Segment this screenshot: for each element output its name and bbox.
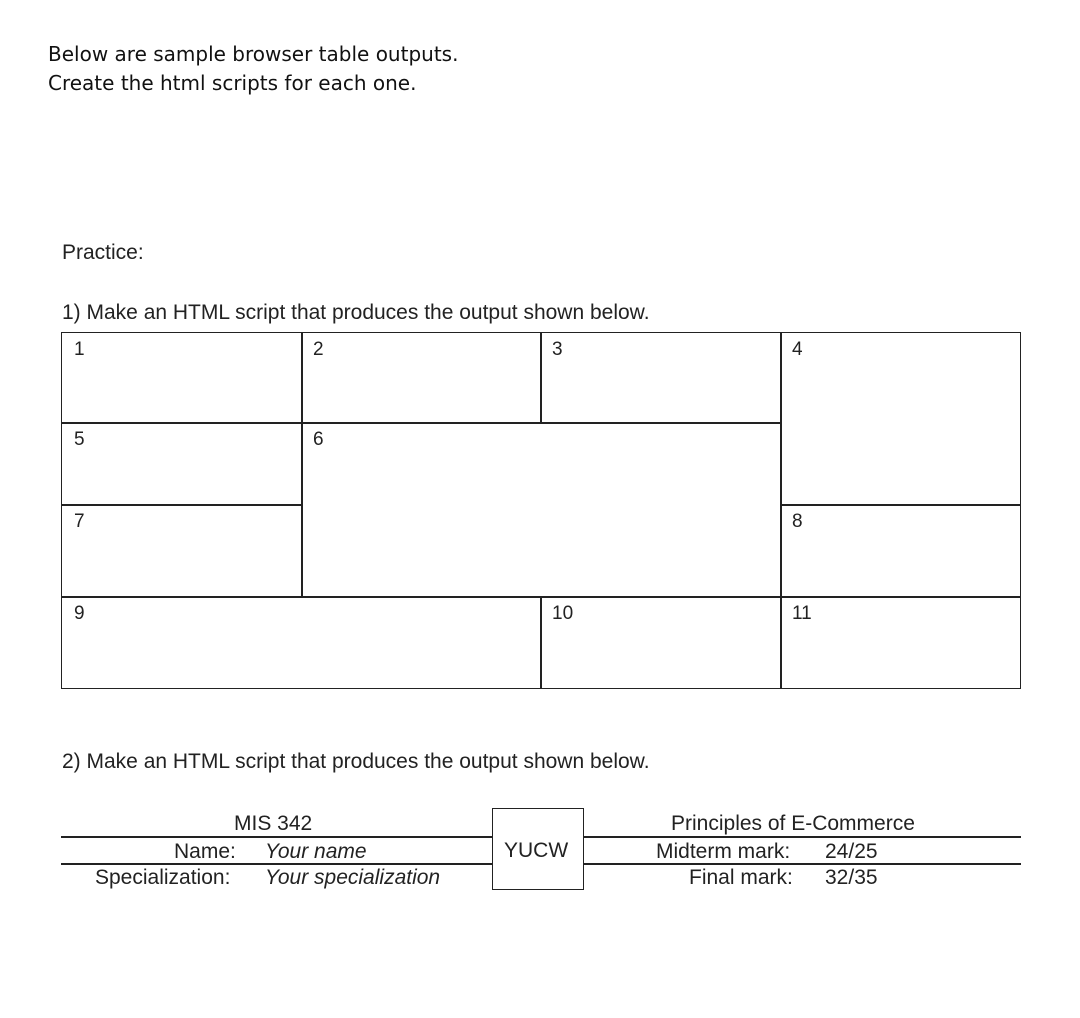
table-1-cell: 2 bbox=[313, 339, 324, 360]
name-value: Your name bbox=[265, 840, 367, 863]
table-1-cell: 1 bbox=[74, 339, 85, 360]
table-1-cell: 9 bbox=[74, 603, 85, 624]
table-1-cell: 4 bbox=[792, 339, 803, 360]
table-1-cell: 8 bbox=[792, 511, 803, 532]
question-2: 2) Make an HTML script that produces the output shown below. bbox=[62, 750, 650, 773]
practice-label: Practice: bbox=[62, 241, 144, 264]
table-1-line bbox=[62, 504, 302, 506]
table-1-cell: 7 bbox=[74, 511, 85, 532]
table-1 bbox=[61, 332, 1021, 689]
intro-line-2: Create the html scripts for each one. bbox=[48, 71, 417, 95]
name-label: Name: bbox=[174, 840, 236, 863]
table-1-cell: 10 bbox=[552, 603, 574, 624]
intro-text bbox=[48, 40, 458, 98]
specialization-label: Specialization: bbox=[95, 866, 231, 889]
table-2-line bbox=[583, 863, 1021, 865]
intro-line-1: Below are sample browser table outputs. bbox=[48, 42, 459, 66]
final-label: Final mark: bbox=[689, 866, 793, 889]
question-1: 1) Make an HTML script that produces the output shown below. bbox=[62, 301, 650, 324]
table-2-line bbox=[61, 836, 493, 838]
table-1-cell: 6 bbox=[313, 429, 324, 450]
table-1-cell: 11 bbox=[792, 603, 812, 624]
table-1-cell: 5 bbox=[74, 429, 85, 450]
midterm-label: Midterm mark: bbox=[656, 840, 791, 863]
table-2-line bbox=[583, 836, 1021, 838]
table-1-line bbox=[780, 504, 1020, 506]
midterm-value: 24/25 bbox=[825, 840, 878, 863]
course-code: MIS 342 bbox=[234, 812, 313, 835]
table-1-cell: 3 bbox=[552, 339, 563, 360]
course-title: Principles of E-Commerce bbox=[671, 812, 915, 835]
final-value: 32/35 bbox=[825, 866, 878, 889]
yucw-label: YUCW bbox=[504, 839, 569, 862]
specialization-value: Your specialization bbox=[265, 866, 441, 889]
table-1-line bbox=[62, 422, 781, 424]
table-2 bbox=[61, 808, 1021, 892]
